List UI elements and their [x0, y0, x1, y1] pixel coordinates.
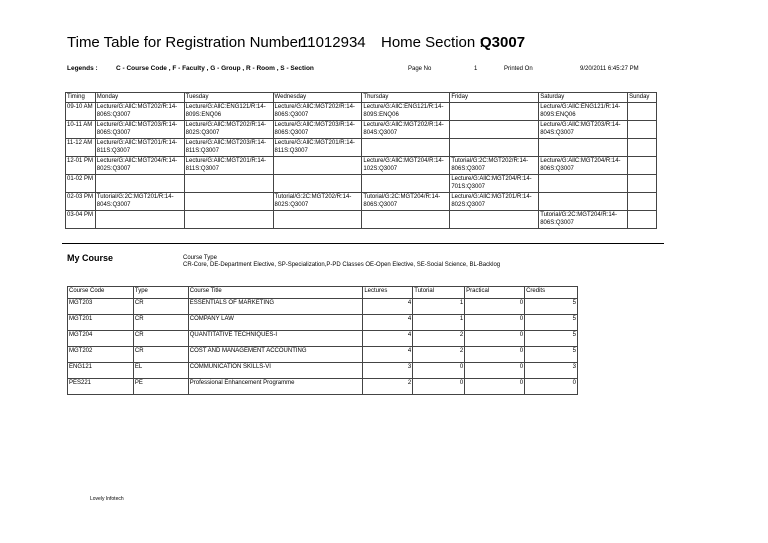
timetable-column-header: Saturday: [539, 93, 628, 103]
course-column-header: Type: [133, 287, 188, 299]
course-cell: 1: [413, 315, 465, 331]
course-cell: CR: [133, 299, 188, 315]
timetable-slot-cell: [450, 121, 539, 139]
timetable-column-header: Wednesday: [273, 93, 362, 103]
course-type-legend: CR-Core, DE-Department Elective, SP-Specialization,P-PD Classes OE-Open Elective, SE-Social Science, BL-Backlog: [183, 262, 501, 268]
course-cell: 0: [465, 363, 525, 379]
timetable-slot-cell: Tutorial/G:2C:MGT204/R:14-806S:Q3007: [362, 193, 450, 211]
timetable-slot-cell: Lecture/G:AllC:ENG121/R:14-809S:ENQ06: [539, 103, 628, 121]
course-cell: 0: [465, 299, 525, 315]
timetable-timing-cell: 12-01 PM: [66, 157, 96, 175]
timetable-row: [66, 103, 657, 121]
course-cell: 0: [465, 315, 525, 331]
timetable-row: [66, 211, 657, 229]
timetable-slot-cell: Lecture/G:AllC:MGT202/R:14-806S:Q3007: [273, 103, 362, 121]
course-cell: Professional Enhancement Programme: [188, 379, 363, 395]
course-column-header: Credits: [525, 287, 578, 299]
timetable-slot-cell: [539, 193, 628, 211]
timetable-slot-cell: [273, 175, 362, 193]
page-no-value: 1: [474, 66, 478, 72]
timetable-column-header: Sunday: [628, 93, 657, 103]
course-cell: 5: [525, 299, 578, 315]
timetable-row: [66, 175, 657, 193]
timetable-slot-cell: Tutorial/G:2C:MGT201/R:14-804S:Q3007: [95, 193, 184, 211]
course-column-header: Tutorial: [413, 287, 465, 299]
page-no-label: Page No: [408, 66, 432, 72]
timetable-row: [66, 157, 657, 175]
course-cell: 0: [465, 379, 525, 395]
course-cell: ENG121: [68, 363, 134, 379]
timetable-slot-cell: [628, 157, 657, 175]
course-column-header: Practical: [465, 287, 525, 299]
course-cell: 1: [413, 299, 465, 315]
course-cell: MGT204: [68, 331, 134, 347]
timetable-slot-cell: Lecture/G:AllC:MGT201/R:14-811S:Q3007: [184, 157, 273, 175]
course-cell: 2: [413, 331, 465, 347]
course-row: [68, 331, 578, 347]
timetable-slot-cell: Lecture/G:AllC:ENG121/R:14-809S:ENQ06: [184, 103, 273, 121]
timetable-slot-cell: [273, 211, 362, 229]
timetable-column-header: Friday: [450, 93, 539, 103]
course-cell: ESSENTIALS OF MARKETING: [188, 299, 363, 315]
timetable-slot-cell: Lecture/G:AllC:MGT203/R:14-806S:Q3007: [273, 121, 362, 139]
timetable-column-header: Tuesday: [184, 93, 273, 103]
timetable-slot-cell: Lecture/G:AllC:MGT204/R:14-802S:Q3007: [95, 157, 184, 175]
timetable-slot-cell: [273, 157, 362, 175]
timetable-timing-cell: 02-03 PM: [66, 193, 96, 211]
timetable-slot-cell: Lecture/G:AllC:MGT201/R:14-811S:Q3007: [95, 139, 184, 157]
course-column-header: Lectures: [363, 287, 413, 299]
course-cell: 2: [413, 347, 465, 363]
registration-number: 11012934: [300, 34, 366, 51]
timetable-slot-cell: [450, 139, 539, 157]
timetable-slot-cell: Lecture/G:AllC:MGT202/R:14-806S:Q3007: [95, 103, 184, 121]
course-row: [68, 379, 578, 395]
course-cell: CR: [133, 331, 188, 347]
timetable-slot-cell: [628, 103, 657, 121]
course-cell: 3: [525, 363, 578, 379]
timetable-slot-cell: Tutorial/G:2C:MGT202/R:14-806S:Q3007: [450, 157, 539, 175]
timetable-timing-cell: 09-10 AM: [66, 103, 96, 121]
course-column-header: Course Title: [188, 287, 363, 299]
timetable-slot-cell: Lecture/G:AllC:MGT203/R:14-811S:Q3007: [184, 139, 273, 157]
timetable-slot-cell: Lecture/G:AllC:MGT204/R:14-806S:Q3007: [539, 157, 628, 175]
timetable-column-header: Monday: [95, 93, 184, 103]
course-cell: 4: [363, 331, 413, 347]
course-cell: 0: [465, 347, 525, 363]
course-cell: CR: [133, 315, 188, 331]
section-divider: [62, 243, 664, 244]
timetable-slot-cell: Lecture/G:AllC:MGT201/R:14-802S:Q3007: [450, 193, 539, 211]
course-row: [68, 347, 578, 363]
timetable-row: [66, 193, 657, 211]
course-cell: PES221: [68, 379, 134, 395]
timetable-slot-cell: Tutorial/G:2C:MGT204/R:14-806S:Q3007: [539, 211, 628, 229]
page-title: Time Table for Registration Number :: [67, 34, 312, 51]
timetable-slot-cell: [628, 175, 657, 193]
timetable-slot-cell: [184, 175, 273, 193]
timetable-timing-cell: 10-11 AM: [66, 121, 96, 139]
timetable-column-header: Thursday: [362, 93, 450, 103]
course-cell: 3: [363, 363, 413, 379]
timetable-row: [66, 139, 657, 157]
timetable-slot-cell: [539, 139, 628, 157]
timetable-slot-cell: [450, 103, 539, 121]
course-cell: COST AND MANAGEMENT ACCOUNTING: [188, 347, 363, 363]
course-cell: 0: [413, 363, 465, 379]
course-cell: COMPANY LAW: [188, 315, 363, 331]
timetable-slot-cell: [628, 121, 657, 139]
course-column-header: Course Code: [68, 287, 134, 299]
course-cell: 4: [363, 315, 413, 331]
course-type-label: Course Type: [183, 255, 217, 261]
timetable-slot-cell: Lecture/G:AllC:MGT202/R:14-804S:Q3007: [362, 121, 450, 139]
timetable-slot-cell: [95, 175, 184, 193]
timetable-slot-cell: [362, 175, 450, 193]
timetable-slot-cell: [95, 211, 184, 229]
timetable-slot-cell: Lecture/G:AllC:MGT203/R:14-806S:Q3007: [95, 121, 184, 139]
course-cell: 2: [363, 379, 413, 395]
timetable-header-row: [66, 93, 657, 103]
course-table: [67, 286, 578, 395]
course-cell: PE: [133, 379, 188, 395]
course-cell: QUANTITATIVE TECHNIQUES-I: [188, 331, 363, 347]
timetable-slot-cell: [628, 139, 657, 157]
course-cell: 0: [413, 379, 465, 395]
course-cell: 5: [525, 331, 578, 347]
timetable-timing-cell: 01-02 PM: [66, 175, 96, 193]
printed-on-label: Printed On: [504, 66, 533, 72]
timetable-slot-cell: [362, 139, 450, 157]
home-section-label: Home Section :: [381, 34, 484, 51]
course-cell: MGT202: [68, 347, 134, 363]
course-cell: 5: [525, 347, 578, 363]
timetable-slot-cell: Tutorial/G:2C:MGT202/R:14-802S:Q3007: [273, 193, 362, 211]
timetable-timing-cell: 03-04 PM: [66, 211, 96, 229]
printed-on-value: 9/20/2011 6:45:27 PM: [580, 66, 639, 72]
timetable: [65, 92, 657, 229]
course-cell: MGT203: [68, 299, 134, 315]
course-cell: CR: [133, 347, 188, 363]
course-cell: EL: [133, 363, 188, 379]
course-row: [68, 363, 578, 379]
course-cell: COMMUNICATION SKILLS-VI: [188, 363, 363, 379]
timetable-slot-cell: [628, 193, 657, 211]
timetable-row: [66, 121, 657, 139]
timetable-timing-cell: 11-12 AM: [66, 139, 96, 157]
course-row: [68, 315, 578, 331]
timetable-slot-cell: [184, 193, 273, 211]
course-cell: 0: [465, 331, 525, 347]
timetable-slot-cell: [362, 211, 450, 229]
course-cell: 4: [363, 347, 413, 363]
timetable-slot-cell: Lecture/G:AllC:MGT201/R:14-811S:Q3007: [273, 139, 362, 157]
timetable-column-header: Timing: [66, 93, 96, 103]
course-header-row: [68, 287, 578, 299]
my-course-heading: My Course: [67, 253, 114, 263]
home-section-value: Q3007: [480, 34, 526, 51]
timetable-slot-cell: Lecture/G:AllC:MGT204/R:14-102S:Q3007: [362, 157, 450, 175]
legend-label: Legends :: [67, 65, 98, 72]
timetable-slot-cell: [539, 175, 628, 193]
timetable-slot-cell: Lecture/G:AllC:MGT203/R:14-804S:Q3007: [539, 121, 628, 139]
course-cell: 4: [363, 299, 413, 315]
timetable-slot-cell: Lecture/G:AllC:MGT204/R:14-701S:Q3007: [450, 175, 539, 193]
legend-text: C - Course Code , F - Faculty , G - Group , R - Room , S - Section: [116, 65, 314, 72]
course-row: [68, 299, 578, 315]
course-cell: 5: [525, 315, 578, 331]
course-cell: 0: [525, 379, 578, 395]
course-cell: MGT201: [68, 315, 134, 331]
footer-text: Lovely Infotech: [90, 496, 124, 502]
timetable-slot-cell: [628, 211, 657, 229]
timetable-slot-cell: Lecture/G:AllC:MGT202/R:14-802S:Q3007: [184, 121, 273, 139]
timetable-slot-cell: [450, 211, 539, 229]
timetable-slot-cell: Lecture/G:AllC:ENG121/R:14-809S:ENQ06: [362, 103, 450, 121]
timetable-slot-cell: [184, 211, 273, 229]
